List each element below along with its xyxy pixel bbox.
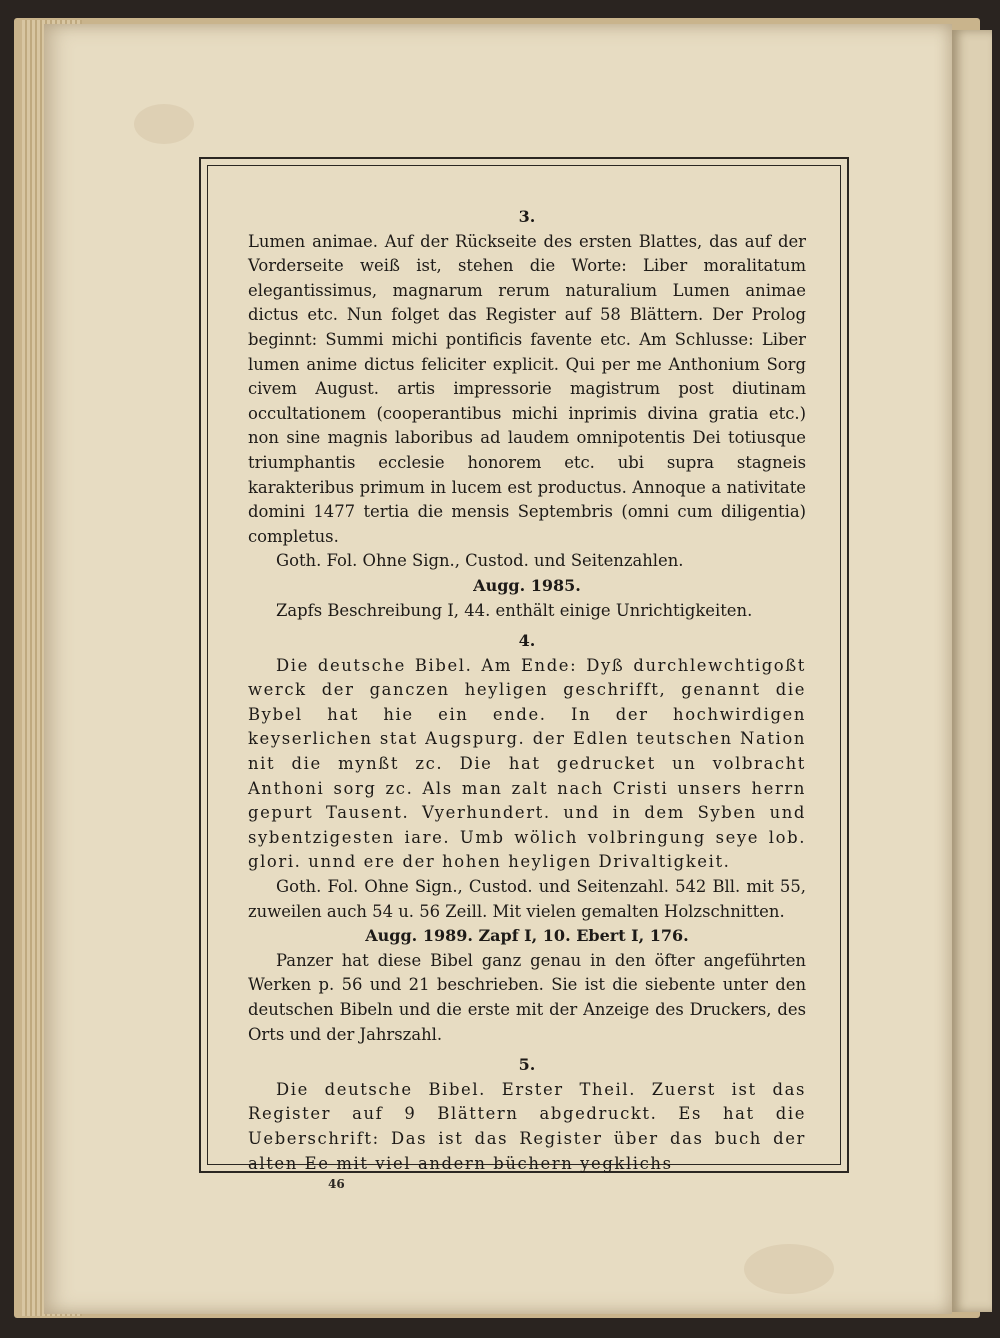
entry-3-reference: Augg. 1985.	[473, 575, 581, 595]
text-border-frame	[199, 157, 849, 1173]
page-number: 46	[328, 1177, 345, 1191]
text-block	[248, 205, 806, 1176]
entry-5-body: Die deutsche Bibel. Erster Theil. Zuerst ist das Register auf 9 Blättern abgedruckt. Es hat die Ueberschrift: Das ist das Register über das buch der alten Ee mit viel andern büchern yegklichs	[248, 1079, 806, 1173]
foxing-stain	[744, 1244, 834, 1294]
foxing-stain	[134, 104, 194, 144]
entry-4-format: Goth. Fol. Ohne Sign., Custod. und Seitenzahl. 542 Bll. mit 55, zuweilen auch 54 u. 56 Zeill. Mit vielen gemalten Holzschnitten.	[248, 877, 806, 921]
entry-3-format: Goth. Fol. Ohne Sign., Custod. und Seitenzahlen.	[276, 551, 684, 571]
entry-3-body: Lumen animae. Auf der Rückseite des ersten Blattes, das auf der Vorderseite weiß ist, stehen die Worte: Liber moralitatum elegantissimus, magnarum rerum naturalium Lumen animae dictus etc. Nun folget das Register auf 58 Blättern. Der Prolog beginnt: Summi michi pontificis favente etc. Am Schlusse: Liber lumen anime dictus feliciter explicit. Qui per me Anthonium Sorg civem August. artis impressorie magistrum post diutinam occultationem (cooperantibus michi inprimis divina gratia etc.) non sine magnis laboribus ad laudem omnipotentis Dei totiusque triumphantis ecclesie honorem etc. ubi supra stagneis karakteribus primum in lucem est productus. Annoque a nativitate domini 1477 tertia die mensis Septembris (omni cum diligentia) completus.	[248, 231, 806, 546]
book-page	[44, 24, 952, 1314]
entry-4-reference: Augg. 1989. Zapf I, 10. Ebert I, 176.	[365, 926, 689, 946]
entry-number-4: 4.	[518, 631, 536, 651]
entry-4-note: Panzer hat diese Bibel ganz genau in den öfter angeführten Werken p. 56 und 21 beschrieben. Sie ist die siebente unter den deutschen Bibeln und die erste mit der Anzeige des Druckers, des Orts und der Jahrszahl.	[248, 950, 806, 1044]
entry-4-body: Die deutsche Bibel. Am Ende: Dyß durchlewchtigoßt werck der ganczen heyligen geschrifft, genannt die Bybel hat hie ein ende. In der hochwirdigen keyserlichen stat Augspurg. der Edlen teutschen Nation nit die mynßt zc. Die hat gedrucket un volbracht Anthoni sorg zc. Als man zalt nach Cristi unsers herrn gepurt Tausent. Vyerhundert. und in dem Syben und sybentzigesten iare. Umb wölich volbringung seye lob. glori. unnd ere der hohen heyligen Drivaltigkeit.	[248, 655, 806, 872]
entry-3-note: Zapfs Beschreibung I, 44. enthält einige Unrichtigkeiten.	[276, 600, 753, 620]
entry-number-3: 3.	[518, 207, 536, 226]
facing-page-edge	[952, 30, 992, 1312]
entry-number-5: 5.	[518, 1055, 536, 1075]
